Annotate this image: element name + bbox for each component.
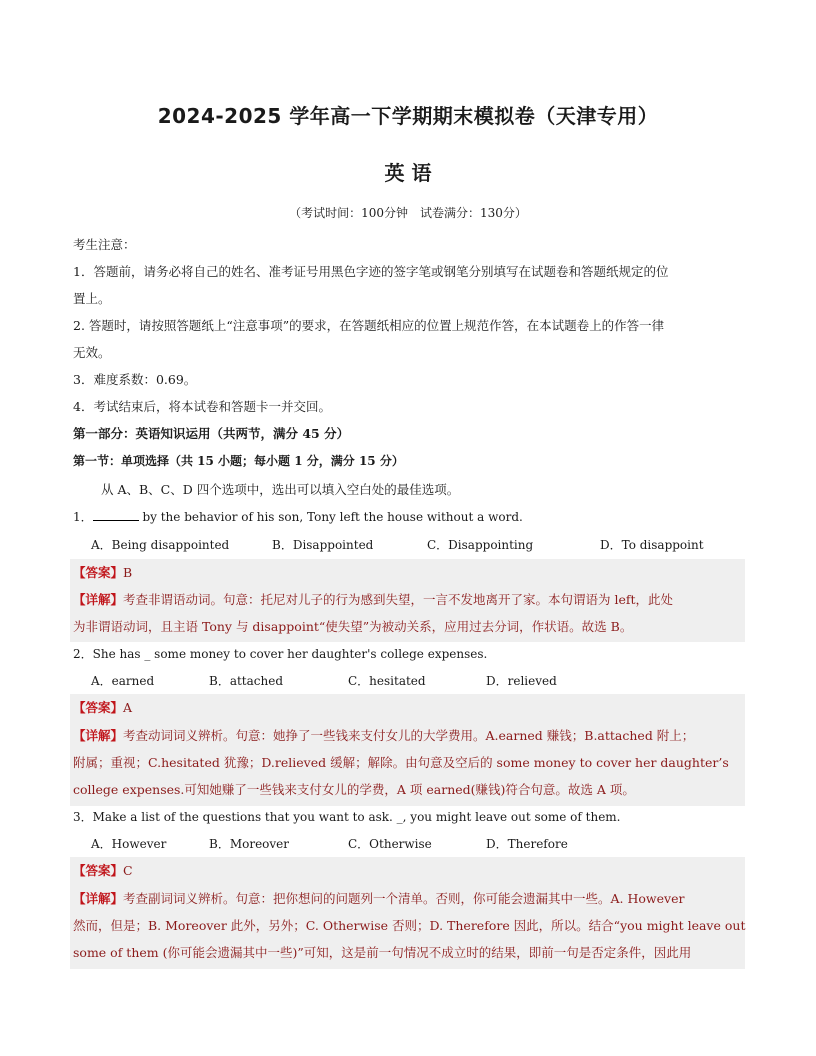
detail-line: 为非谓语动词，且主语 Tony 与 disappoint“使失望”为被动关系，应用过去分词，作状语。故选 B。 <box>73 619 633 634</box>
question-number: 3． <box>73 810 93 824</box>
detail-text: 考查动词词义辨析。句意：她挣了一些钱来支付女儿的大学费用。A.earned 赚钱；B.attached 附上； <box>123 728 695 743</box>
detail-line: college expenses.可知她赚了一些钱来支付女儿的学费，A 项 earned(赚钱)符合句意。故选 A 项。 <box>73 782 635 797</box>
answer-block <box>70 857 745 969</box>
answer-value: B <box>123 565 133 580</box>
question-number: 2． <box>73 647 93 661</box>
question-text: She has _ some money to cover her daughter's college expenses. <box>92 647 488 661</box>
answer-block <box>70 559 745 642</box>
question-stem <box>73 645 487 662</box>
option-b: B．Disappointed <box>272 538 374 552</box>
answer-value: A <box>123 700 133 715</box>
question-text: by the behavior of his son, Tony left the house without a word. <box>138 510 523 524</box>
notice-heading: 考生注意： <box>73 237 136 252</box>
answer-line <box>73 698 132 716</box>
detail-tag: 【详解】 <box>73 592 124 607</box>
detail-text: 考查副词词义辨析。句意：把你想问的问题列一个清单。否则，你可能会遗漏其中一些。A. However <box>123 891 685 906</box>
option-d: D．To disappoint <box>600 538 704 552</box>
question-text: Make a list of the questions that you want to ask. _, you might leave out some of them. <box>92 810 621 824</box>
option-a: A．earned <box>91 674 155 688</box>
question-stem <box>73 808 621 825</box>
section-instruction: 从 A、B、C、D 四个选项中，选出可以填入空白处的最佳选项。 <box>101 482 460 497</box>
option-b: B．Moreover <box>209 837 290 851</box>
exam-title: 2024-2025 学年高一下学期期末模拟卷（天津专用） <box>157 104 659 128</box>
answer-line <box>73 861 133 879</box>
section-heading: 第一节：单项选择（共 15 小题；每小题 1 分，满分 15 分） <box>73 454 404 468</box>
subject-title: 英 语 <box>384 161 432 185</box>
detail-line <box>73 726 694 744</box>
time-info: （考试时间：100分钟 试卷满分：130分） <box>289 206 527 220</box>
notice-item: 置上。 <box>73 291 111 306</box>
answer-line <box>73 563 132 581</box>
notice-item: 1．答题前，请务必将自己的姓名、准考证号用黑色字迹的签字笔或钢笔分别填写在试题卷和答题纸规定的位 <box>73 264 669 279</box>
detail-tag: 【详解】 <box>73 891 124 906</box>
notice-item: 3．难度系数：0.69。 <box>73 372 197 387</box>
detail-tag: 【详解】 <box>73 728 124 743</box>
question-number: 1． <box>73 510 93 524</box>
part-heading: 第一部分：英语知识运用（共两节，满分 45 分） <box>73 426 350 441</box>
detail-line <box>73 889 684 907</box>
answer-tag: 【答案】 <box>73 700 124 715</box>
option-a: A．However <box>91 837 167 851</box>
option-c: C．Otherwise <box>348 837 432 851</box>
option-c: C．hesitated <box>348 674 426 688</box>
option-b: B．attached <box>209 674 284 688</box>
option-c: C．Disappointing <box>427 538 534 552</box>
detail-line: some of them (你可能会遗漏其中一些)”可知，这是前一句情况不成立时的结果，即前一句是否定条件，因此用 <box>73 945 692 960</box>
answer-tag: 【答案】 <box>73 565 124 580</box>
detail-line <box>73 590 673 608</box>
option-d: D．relieved <box>486 674 557 688</box>
question-stem <box>73 508 523 525</box>
answer-block <box>70 694 745 806</box>
answer-tag: 【答案】 <box>73 863 124 878</box>
detail-text: 考查非谓语动词。句意：托尼对儿子的行为感到失望，一言不发地离开了家。本句谓语为 left，此处 <box>123 592 674 607</box>
option-d: D．Therefore <box>486 837 568 851</box>
answer-blank <box>93 508 139 521</box>
option-a: A．Being disappointed <box>91 538 230 552</box>
notice-item: 2. 答题时，请按照答题纸上“注意事项”的要求，在答题纸相应的位置上规范作答，在本试题卷上的作答一律 <box>73 318 665 333</box>
answer-value: C <box>123 863 133 878</box>
notice-item: 无效。 <box>73 345 111 360</box>
notice-item: 4．考试结束后，将本试卷和答题卡一并交回。 <box>73 399 331 414</box>
detail-line: 附属；重视；C.hesitated 犹豫；D.relieved 缓解；解除。由句意及空后的 some money to cover her daughter’s <box>73 755 729 770</box>
detail-line: 然而，但是；B. Moreover 此外，另外；C. Otherwise 否则；D. Therefore 因此，所以。结合“you might leave out <box>73 918 746 933</box>
